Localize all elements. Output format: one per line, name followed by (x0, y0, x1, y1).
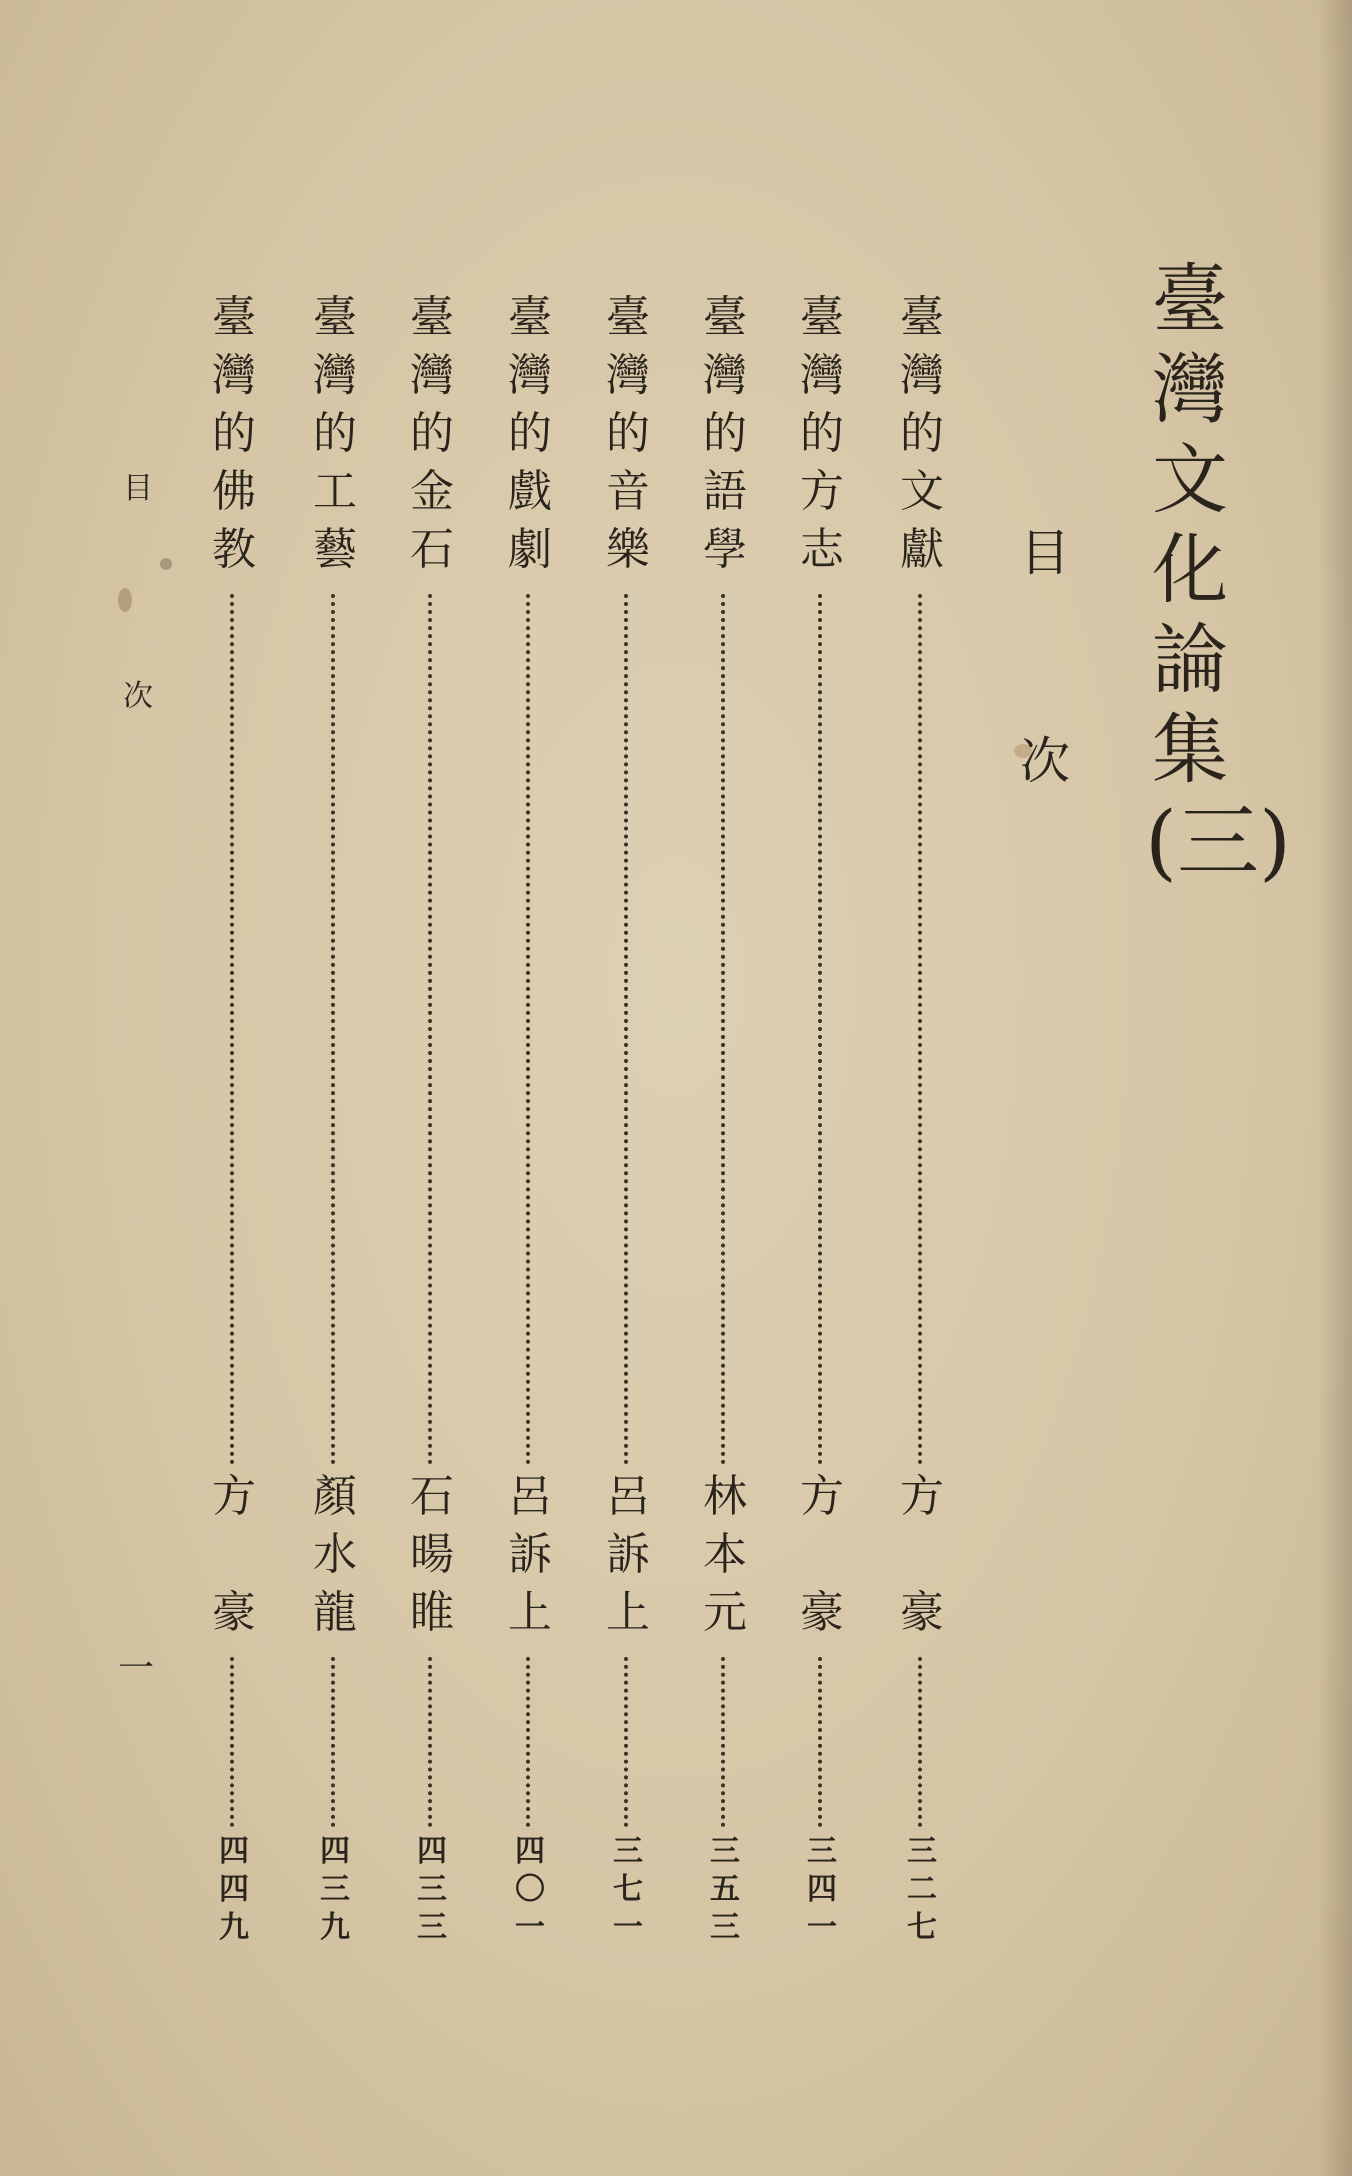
entry-title-char: 臺 (900, 292, 944, 343)
toc-entry (400, 292, 464, 1988)
entry-author-char: 上 (606, 1587, 650, 1638)
leader-dots (918, 594, 926, 1465)
entry-page-number (802, 1834, 842, 1951)
entry-author-char: 顏 (313, 1471, 357, 1522)
entry-page-digit: 三 (807, 1834, 837, 1869)
entry-author-char: 本 (703, 1529, 747, 1580)
entry-title-char: 的 (212, 408, 256, 459)
entry-author-char: 石 (410, 1471, 454, 1522)
entry-page-digit: 三 (613, 1834, 643, 1869)
toc-heading-char: 目 (1020, 524, 1070, 582)
entry-title-char: 志 (800, 524, 844, 575)
entry-author-char: 暘 (410, 1529, 454, 1580)
entry-title-char: 灣 (212, 350, 256, 401)
entry-title-char: 臺 (800, 292, 844, 343)
entry-title-char: 灣 (410, 350, 454, 401)
entry-title-char: 臺 (313, 292, 357, 343)
entry-title (792, 292, 852, 586)
toc-entry (890, 292, 954, 1988)
toc-entry (202, 292, 266, 1988)
entry-title-char: 音 (606, 466, 650, 517)
toc-entry (498, 292, 562, 1988)
entry-title (500, 292, 560, 586)
entry-author-char: 呂 (606, 1471, 650, 1522)
entry-page-digit: 四 (515, 1834, 545, 1869)
entry-author (792, 1471, 852, 1649)
running-footer-char: 次 (123, 679, 153, 714)
leader-dots (624, 1657, 632, 1827)
entry-author-char (204, 1533, 264, 1591)
entry-title-char: 劇 (508, 524, 552, 575)
toc-entry (693, 292, 757, 1988)
entry-title-char: 樂 (606, 524, 650, 575)
entry-author (892, 1471, 952, 1649)
leader-dots (331, 594, 339, 1465)
entry-title-char: 的 (800, 408, 844, 459)
entry-title-char: 的 (900, 408, 944, 459)
entry-page-number (412, 1834, 452, 1951)
entry-title-char: 佛 (212, 466, 256, 517)
book-title (1145, 255, 1291, 912)
entry-title-char: 戲 (508, 466, 552, 517)
entry-title (204, 292, 264, 586)
entry-page-digit: 七 (907, 1910, 937, 1945)
entry-title-char: 灣 (703, 350, 747, 401)
toc-entry (596, 292, 660, 1988)
ink-spot (160, 558, 172, 570)
entry-page-digit: 三 (710, 1910, 740, 1945)
leader-dots (526, 594, 534, 1465)
entry-page-number (608, 1834, 648, 1951)
entry-title (402, 292, 462, 586)
entry-page-digit: 三 (710, 1834, 740, 1869)
entry-title-char: 的 (410, 408, 454, 459)
entry-page-digit: 三 (320, 1872, 350, 1907)
entry-title-char: 的 (313, 408, 357, 459)
entry-title-char: 灣 (606, 350, 650, 401)
entry-page-digit: 一 (613, 1910, 643, 1945)
toc-entry (790, 292, 854, 1988)
entry-author-char: 方 (800, 1471, 844, 1522)
leader-dots (428, 1657, 436, 1827)
entry-title-char: 臺 (703, 292, 747, 343)
entry-page-digit: 三 (417, 1910, 447, 1945)
book-title-volume: (三) (1145, 795, 1291, 890)
entry-title (695, 292, 755, 586)
book-title-char: 文 (1152, 435, 1228, 524)
book-title-char: 臺 (1152, 255, 1228, 344)
leader-dots (721, 1657, 729, 1827)
entry-author-char: 訴 (606, 1529, 650, 1580)
entry-title-char: 灣 (313, 350, 357, 401)
entry-page-digit: 七 (613, 1872, 643, 1907)
entry-page-digit: 四 (417, 1834, 447, 1869)
entry-page-digit: 四 (807, 1872, 837, 1907)
entry-title-char: 教 (212, 524, 256, 575)
entry-author-char (792, 1533, 852, 1591)
entry-title-char: 石 (410, 524, 454, 575)
entry-page-digit: 二 (907, 1872, 937, 1907)
entry-title-char: 文 (900, 466, 944, 517)
book-title-char: 集 (1152, 705, 1228, 794)
entry-author-char: 豪 (212, 1587, 256, 1638)
entry-page-number (214, 1834, 254, 1951)
entry-author (500, 1471, 560, 1649)
leader-dots (331, 1657, 339, 1827)
entry-author-char: 水 (313, 1529, 357, 1580)
entry-page-number (510, 1834, 550, 1951)
leader-dots (918, 1657, 926, 1827)
entry-page-digit: 九 (320, 1910, 350, 1945)
toc-heading-char: 次 (1020, 732, 1070, 790)
running-footer-char: 目 (123, 471, 153, 506)
book-title-char: 化 (1152, 525, 1228, 614)
entry-page-digit: 〇 (515, 1872, 545, 1907)
entry-title-char: 臺 (212, 292, 256, 343)
entry-page-digit: 四 (320, 1834, 350, 1869)
entry-title-char: 灣 (508, 350, 552, 401)
entry-title-char: 語 (703, 466, 747, 517)
entry-title-char: 藝 (313, 524, 357, 575)
leader-dots (721, 594, 729, 1465)
leader-dots (230, 594, 238, 1465)
entry-title-char: 金 (410, 466, 454, 517)
entry-title-char: 的 (508, 408, 552, 459)
entry-title-char: 臺 (606, 292, 650, 343)
entry-author (402, 1471, 462, 1649)
entry-title-char: 灣 (900, 350, 944, 401)
entry-author-char: 林 (703, 1471, 747, 1522)
entry-author-char: 呂 (508, 1471, 552, 1522)
entry-author-char: 豪 (900, 1587, 944, 1638)
leader-dots (526, 1657, 534, 1827)
entry-author (695, 1471, 755, 1649)
entry-title-char: 臺 (410, 292, 454, 343)
entry-page-number (705, 1834, 745, 1951)
leader-dots (624, 594, 632, 1465)
entry-page-digit: 一 (807, 1910, 837, 1945)
entry-title-char: 灣 (800, 350, 844, 401)
entry-author-char: 方 (900, 1471, 944, 1522)
toc-entry (303, 292, 367, 1988)
entry-author (204, 1471, 264, 1649)
leader-dots (818, 594, 826, 1465)
entry-title-char: 的 (703, 408, 747, 459)
entry-title (305, 292, 365, 586)
entry-title-char: 獻 (900, 524, 944, 575)
book-title-char: 灣 (1152, 345, 1228, 434)
entry-title (892, 292, 952, 586)
leader-dots (818, 1657, 826, 1827)
entry-title-char: 的 (606, 408, 650, 459)
ink-spot (118, 588, 132, 612)
entry-title-char: 學 (703, 524, 747, 575)
book-title-char: 論 (1152, 615, 1228, 704)
entry-author-char: 上 (508, 1587, 552, 1638)
entry-author-char: 龍 (313, 1587, 357, 1638)
leader-dots (230, 1657, 238, 1827)
ink-spot (1014, 744, 1032, 758)
entry-title (598, 292, 658, 586)
entry-author (598, 1471, 658, 1649)
entry-title-char: 工 (313, 466, 357, 517)
page-edge-shadow (1318, 0, 1352, 2176)
page-number: 一 (118, 1648, 155, 1689)
entry-author-char: 豪 (800, 1587, 844, 1638)
entry-page-digit: 九 (219, 1910, 249, 1945)
entry-author-char: 方 (212, 1471, 256, 1522)
entry-author (305, 1471, 365, 1649)
entry-page-digit: 三 (907, 1834, 937, 1869)
entry-page-number (902, 1834, 942, 1951)
entry-page-digit: 一 (515, 1910, 545, 1945)
entry-author-char: 睢 (410, 1587, 454, 1638)
entry-page-digit: 四 (219, 1872, 249, 1907)
entry-title-char: 臺 (508, 292, 552, 343)
entry-page-digit: 五 (710, 1872, 740, 1907)
leader-dots (428, 594, 436, 1465)
entry-author-char: 訴 (508, 1529, 552, 1580)
entry-author-char (892, 1533, 952, 1591)
entry-page-digit: 四 (219, 1834, 249, 1869)
entry-page-number (315, 1834, 355, 1951)
entry-title-char: 方 (800, 466, 844, 517)
entry-author-char: 元 (703, 1587, 747, 1638)
entry-page-digit: 三 (417, 1872, 447, 1907)
